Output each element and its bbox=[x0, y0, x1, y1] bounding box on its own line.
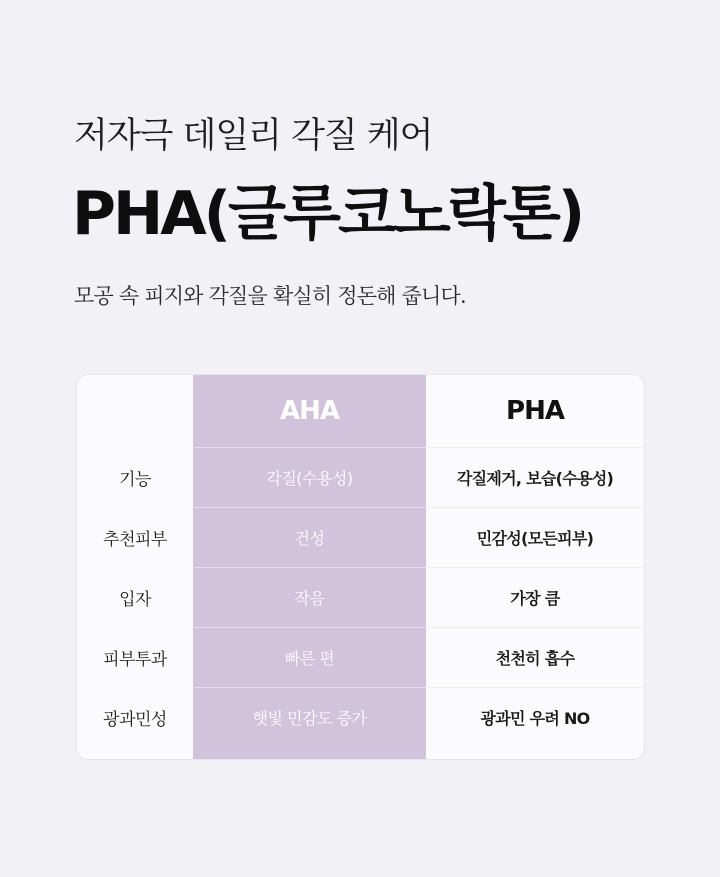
row-label: 입자 bbox=[119, 589, 151, 610]
aha-value: 건성 bbox=[294, 528, 325, 548]
aha-value: 햇빛 민감도 증가 bbox=[252, 708, 367, 728]
subtitle: 저자극 데일리 각질 케어 bbox=[74, 116, 433, 156]
row-label: 광과민성 bbox=[103, 709, 167, 730]
row-label: 기능 bbox=[119, 469, 151, 490]
page-title: PHA(글루코노락톤) bbox=[72, 179, 583, 249]
table-row bbox=[77, 627, 644, 687]
pha-value: 광과민 우려 NO bbox=[480, 708, 590, 728]
table-header-row bbox=[77, 375, 644, 447]
aha-value: 각질(수용성) bbox=[266, 468, 353, 488]
description: 모공 속 피지와 각질을 확실히 정돈해 줍니다. bbox=[74, 284, 466, 308]
comparison-table bbox=[76, 374, 645, 760]
table-row bbox=[77, 567, 644, 627]
header-cell-pha: PHA bbox=[506, 396, 564, 426]
pha-value: 천천히 흡수 bbox=[495, 648, 575, 668]
aha-value: 빠른 편 bbox=[284, 648, 335, 668]
aha-value: 작음 bbox=[294, 588, 325, 608]
table-row bbox=[77, 507, 644, 567]
row-label: 추천피부 bbox=[103, 529, 167, 550]
header-cell-aha: AHA bbox=[279, 396, 339, 426]
pha-value: 민감성(모든피부) bbox=[476, 528, 594, 548]
header-cell-empty bbox=[77, 375, 193, 447]
pha-value: 가장 큼 bbox=[510, 588, 560, 608]
row-label: 피부투과 bbox=[103, 649, 167, 670]
pha-value: 각질제거, 보습(수용성) bbox=[456, 468, 614, 488]
table-row bbox=[77, 687, 644, 747]
table-row bbox=[77, 447, 644, 507]
